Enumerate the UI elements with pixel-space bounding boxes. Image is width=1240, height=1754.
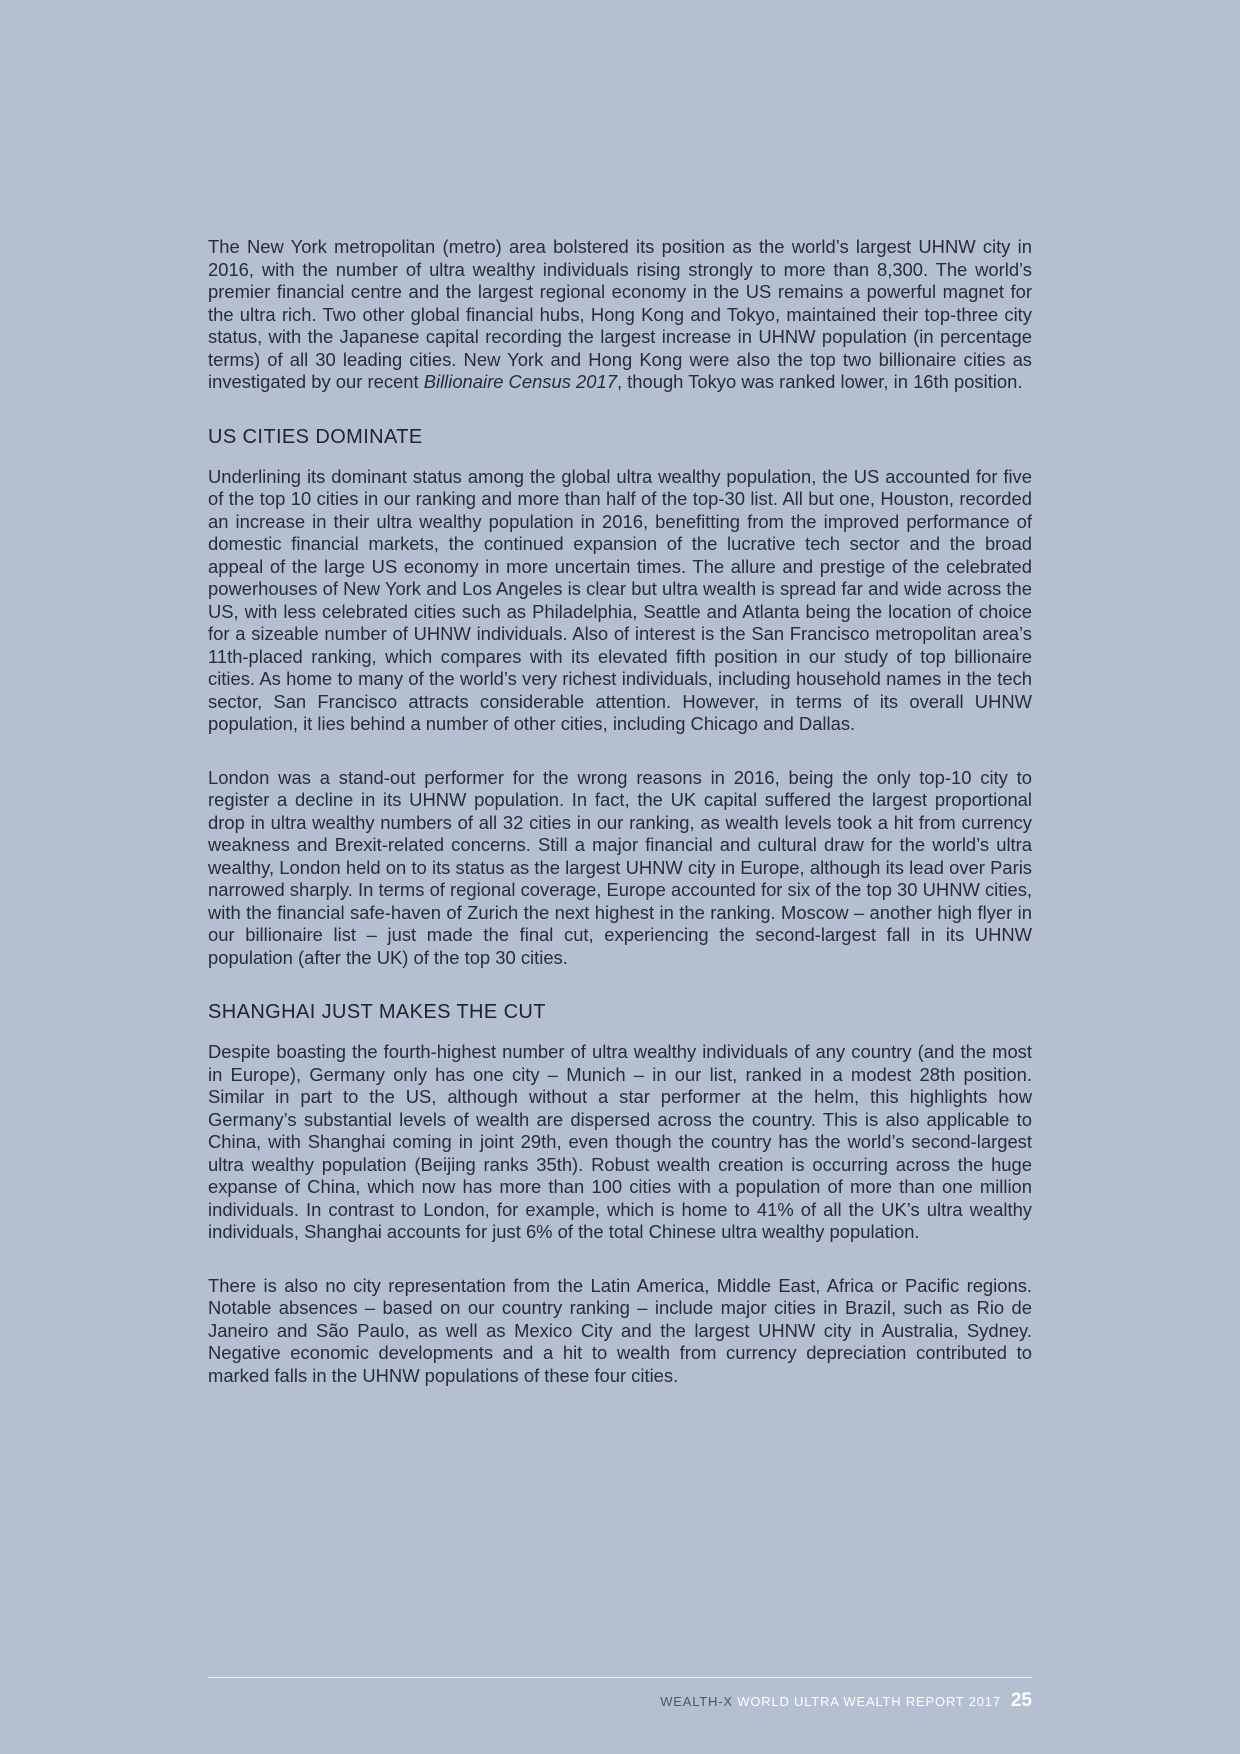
section-heading-shanghai: SHANGHAI JUST MAKES THE CUT <box>208 1001 546 1023</box>
page-number: 25 <box>1010 1690 1032 1711</box>
absences-paragraph: There is also no city representation from the Latin America, Middle East, Africa or Pacific regions. Notable absences – based on our country ranking – include major cities in Brazil, such as Rio de Janeiro and São Paulo, as well as Mexico City and the largest UHNW city in Australia, Sydney. Negative economic developments and a hit to wealth from currency depreciation contributed to marked falls in the UHNW populations of these four cities. <box>208 1274 1032 1386</box>
germany-china-paragraph: Despite boasting the fourth-highest number of ultra wealthy individuals of any country (and the most in Europe), Germany only has one city – Munich – in our list, ranked in a modest 28th position. Similar in part to the US, although without a star performer at the helm, this highlights how Germany’s substantial levels of wealth are dispersed across the country. This is also applicable to China, with Shanghai coming in joint 29th, even though the country has the world’s second-largest ultra wealthy population (Beijing ranks 35th). Robust wealth creation is occurring across the huge expanse of China, which now has more than 100 cities with a population of more than one million individuals. In contrast to London, for example, which is home to 41% of all the UK’s ultra wealthy individuals, Shanghai accounts for just 6% of the total Chinese ultra wealthy population. <box>208 1041 1032 1242</box>
footer-report-title <box>660 1694 1001 1709</box>
footer-brand: WEALTH-X <box>660 1694 733 1709</box>
article-body <box>208 236 1032 1418</box>
footer-report-name: WORLD ULTRA WEALTH REPORT 2017 <box>737 1694 1001 1709</box>
section-heading-us-cities: US CITIES DOMINATE <box>208 425 423 448</box>
billionaire-census-title: Billionaire Census 2017 <box>423 371 617 392</box>
page-footer <box>660 1690 1032 1712</box>
footer-divider <box>208 1677 1032 1678</box>
london-paragraph: London was a stand-out performer for the wrong reasons in 2016, being the only top-10 city to register a decline in its UHNW population. In fact, the UK capital suffered the largest proportional drop in ultra wealthy numbers of all 32 cities in our ranking, as wealth levels took a hit from currency weakness and Brexit-related concerns. Still a major financial and cultural draw for the world’s ultra wealthy, London held on to its status as the largest UHNW city in Europe, although its lead over Paris narrowed sharply. In terms of regional coverage, Europe accounted for six of the top 30 UHNW cities, with the financial safe-haven of Zurich the next highest in the ranking. Moscow – another high flyer in our billionaire list – just made the final cut, experiencing the second-largest fall in its UHNW population (after the UK) of the top 30 cities. <box>208 766 1032 968</box>
intro-text-end: , though Tokyo was ranked lower, in 16th position. <box>616 371 1023 392</box>
intro-text-start: The New York metropolitan (metro) area bolstered its position as the world’s largest UHNW city in 2016, with the number of ultra wealthy individuals rising strongly to more than 8,300. The world’s premier financial centre and the largest regional economy in the US remains a powerful magnet for the ultra rich. Two other global financial hubs, Hong Kong and Tokyo, maintained their top-three city status, with the Japanese capital recording the largest increase in UHNW population (in percentage terms) of all 30 leading cities. New York and Hong Kong were also the top two billionaire cities as investigated by our recent <box>208 236 1032 392</box>
intro-paragraph <box>208 236 1032 394</box>
us-cities-paragraph: Underlining its dominant status among the global ultra wealthy population, the US accounted for five of the top 10 cities in our ranking and more than half of the top-30 list. All but one, Houston, recorded an increase in their ultra wealthy population in 2016, benefitting from the improved performance of domestic financial markets, the continued expansion of the lucrative tech sector and the broad appeal of the large US economy in more uncertain times. The allure and prestige of the celebrated powerhouses of New York and Los Angeles is clear but ultra wealth is spread far and wide across the US, with less celebrated cities such as Philadelphia, Seattle and Atlanta being the location of choice for a sizeable number of UHNW individuals. Also of interest is the San Francisco metropolitan area’s 11th-placed ranking, which compares with its elevated fifth position in our study of top billionaire cities. As home to many of the world’s very richest individuals, including household names in the tech sector, San Francisco attracts considerable attention. However, in terms of its overall UHNW population, it lies behind a number of other cities, including Chicago and Dallas. <box>208 465 1032 734</box>
